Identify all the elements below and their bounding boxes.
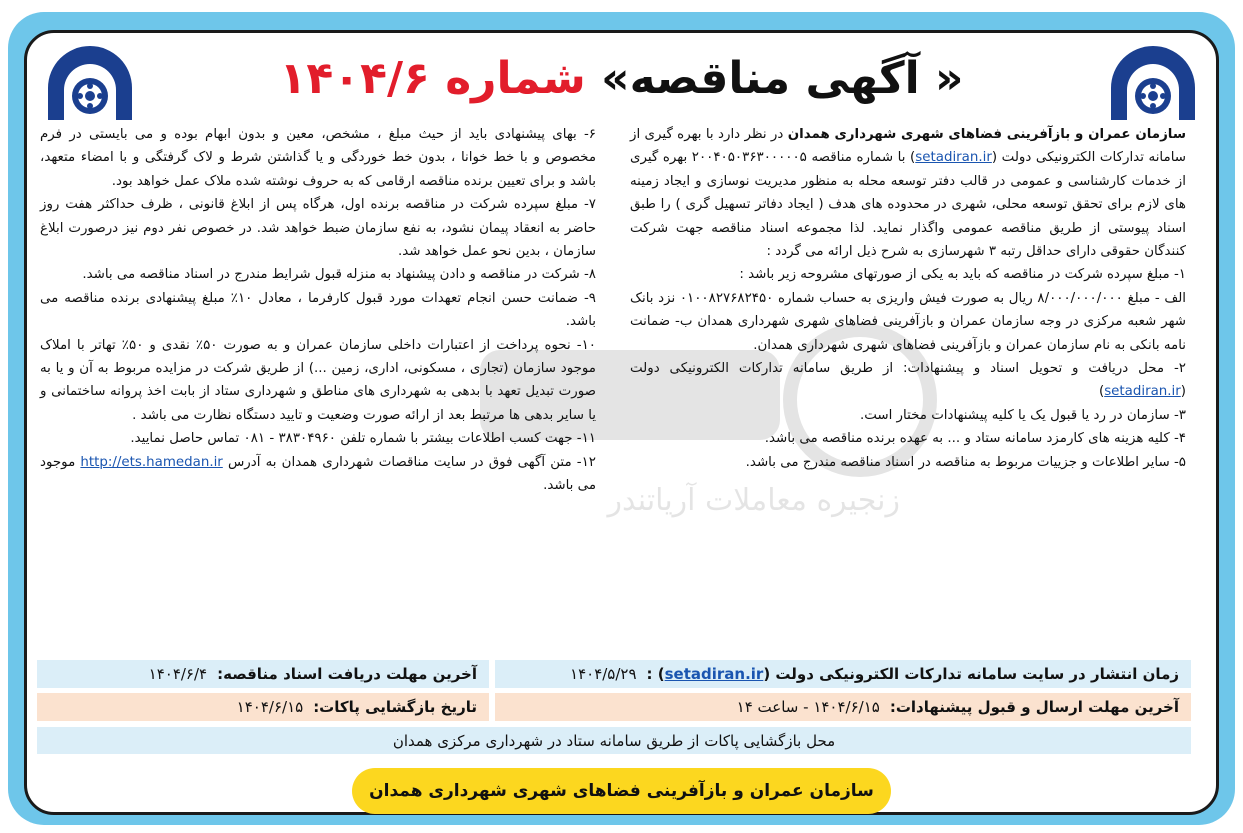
publish-date-bar [495,660,1191,688]
setadiran-link-item2[interactable]: setadiran.ir [1104,384,1181,400]
item-4: ۴- کلیه هزینه های کارمزد سامانه ستاد و ... به عهده برنده مناقصه می باشد. [764,431,1186,447]
setadiran-link-intro[interactable]: setadiran.ir [915,150,992,166]
item-2-text: ۲- محل دریافت و تحویل اسناد و پیشنهادات: از طریق سامانه تدارکات الکترونیکی دولت ( [630,361,1186,400]
notice-right-column [630,123,1186,474]
opening-label: تاریخ بازگشایی پاکات: [313,698,477,716]
item-10: ۱۰- نحوه پرداخت از اعتبارات داخلی سازمان عمران و به صورت ۵۰٪ نقدی و ۵۰٪ تهاتر با املاک موجود سازمان (تجاری ، مسکونی، اداری، زمین ...) از طریق شرکت در مزایده مربوط به آن و یا به صورت تبدیل تعهد با بدهی به شهرداری های مناطق و شهرداری ستاد از بابت اخذ پروانه ساختمانی و یا سایر بدهی ها مرتبط بعد از ارائه صورت وضعیت و تایید دستگاه نظارت می باشد . [40,337,596,423]
submit-deadline-label: آخرین مهلت ارسال و قبول پیشنهادات: [889,698,1179,716]
doc-deadline-bar [37,660,489,688]
title-open-quote: « [935,53,964,104]
item-12-text: ۱۲- متن آگهی فوق در سایت مناقصات شهرداری همدان به آدرس [222,454,596,470]
ets-hamedan-link[interactable]: http://ets.hamedan.ir [80,454,223,470]
footer-org-name: سازمان عمران و بازآفرینی فضاهای شهری شهرداری همدان [369,781,874,801]
opening-date-bar [37,693,489,721]
footer-org-banner [352,768,891,814]
item-8: ۸- شرکت در مناقصه و دادن پیشنهاد به منزله قبول شرایط مندرج در اسناد مناقصه می باشد. [82,267,596,283]
item-2-close: ) [1098,384,1105,400]
municipality-logo-right [1103,44,1203,120]
intro-org-name: سازمان عمران و بازآفرینی فضاهای شهری شهرداری همدان [787,127,1186,142]
opening-date: ۱۴۰۴/۶/۱۵ [236,698,304,716]
opening-place: محل بازگشایی پاکات از طریق سامانه ستاد در شهرداری مرکزی همدان [392,731,836,750]
item-11: ۱۱- جهت کسب اطلاعات بیشتر با شماره تلفن ۳۸۳۰۴۹۶۰ - ۰۸۱ تماس حاصل نمایید. [130,431,596,447]
intro-text-1: در نظر دارد با بهره گیری از سامانه تدارکات الکترونیکی دولت ( [630,127,1186,166]
setadiran-link-publish[interactable]: setadiran.ir [664,665,764,683]
item-2 [630,357,1186,404]
doc-deadline-date: ۱۴۰۴/۶/۴ [148,665,208,683]
submit-deadline-bar [495,693,1191,721]
item-9: ۹- ضمانت حسن انجام تعهدات مورد قبول کارفرما ، معادل ۱۰٪ مبلغ پیشنهادی برنده مناقصه می باشد. [40,290,596,330]
item-5: ۵- سایر اطلاعات و جزییات مربوط به مناقصه در اسناد مناقصه مندرج می باشد. [745,454,1186,470]
publish-date: ۱۴۰۴/۵/۲۹ [570,665,637,683]
item-12 [40,451,596,498]
publish-label: زمان انتشار در سایت سامانه تدارکات الکترونیکی دولت (setadiran.ir) : [646,665,1179,683]
item-1-a: الف - مبلغ ۸/۰۰۰/۰۰۰/۰۰۰ ریال به صورت فیش واریزی به حساب شماره ۰۱۰۰۸۲۷۶۸۲۴۵۰ نزد بانک شهر شعبه مرکزی در وجه سازمان عمران و بازآفرینی فضاهای شهری شهرداری همدان ب- ضمانت نامه بانکی به نام سازمان عمران و بازآفرینی فضاهای شهری شهرداری همدان. [630,290,1186,353]
item-7: ۷- مبلغ سپرده شرکت در مناقصه برنده اول، هرگاه پس از ابلاغ قانونی ، ظرف حداکثر هفت روز حاضر به انعقاد پیمان نشود، به نفع سازمان ضبط خواهد شد. در خصوص نفر دوم نیز درصورت ابلاغ سازمان ، بدین نحو عمل خواهد شد. [40,197,596,260]
intro-text-2: ) با شماره مناقصه ۲۰۰۴۰۵۰۳۶۳۰۰۰۰۰۵ بهره گیری از خدمات کارشناسی و عمومی در قالب دفتر توسعه محله به منظور مدیریت نوسازی و ایجاد زمینه های لازم برای تحقق توسعه محلی، شهری در محدوده های هدف ( ایجاد دفاتر تسهیل گری ) را طبق اسناد پیوستی از طریق مناقصه عمومی واگذار نماید. لذا مجموعه اسناد مناقصه جهت شرکت کنندگان حقوقی دارای حداقل رتبه ۳ شهرسازی به شرح ذیل ارائه می گردد : [630,150,1186,260]
municipality-logo-left [40,44,140,120]
notice-left-column [40,123,596,498]
item-1: ۱- مبلغ سپرده شرکت در مناقصه که باید به یکی از صورتهای مشروحه زیر باشد : [739,267,1186,283]
notice-title [150,38,1093,120]
submit-deadline-value: ۱۴۰۴/۶/۱۵ - ساعت ۱۴ [736,698,880,716]
title-number: شماره ۱۴۰۴/۶ [279,53,586,104]
opening-place-bar [37,727,1191,754]
item-3: ۳- سازمان در رد یا قبول یک یا کلیه پیشنهادات مختار است. [859,407,1186,423]
item-12-end: موجود می باشد. [40,454,596,494]
doc-deadline-label: آخرین مهلت دریافت اسناد مناقصه: [217,665,477,683]
item-6: ۶- بهای پیشنهادی باید از حیث مبلغ ، مشخص، معین و بدون ابهام بوده و می بایستی در فرم مخصوص و با خط خوانا ، بدون خط خوردگی و یا گذاشتن شرط و لاک گرفتگی و با امضاء متعهد، باشد و برای تعیین برنده مناقصه ارقامی که به حروف نوشته شده ملاک عمل خواهد بود. [40,127,596,189]
intro-paragraph [630,123,1186,263]
title-main: آگهی مناقصه» [601,53,920,104]
